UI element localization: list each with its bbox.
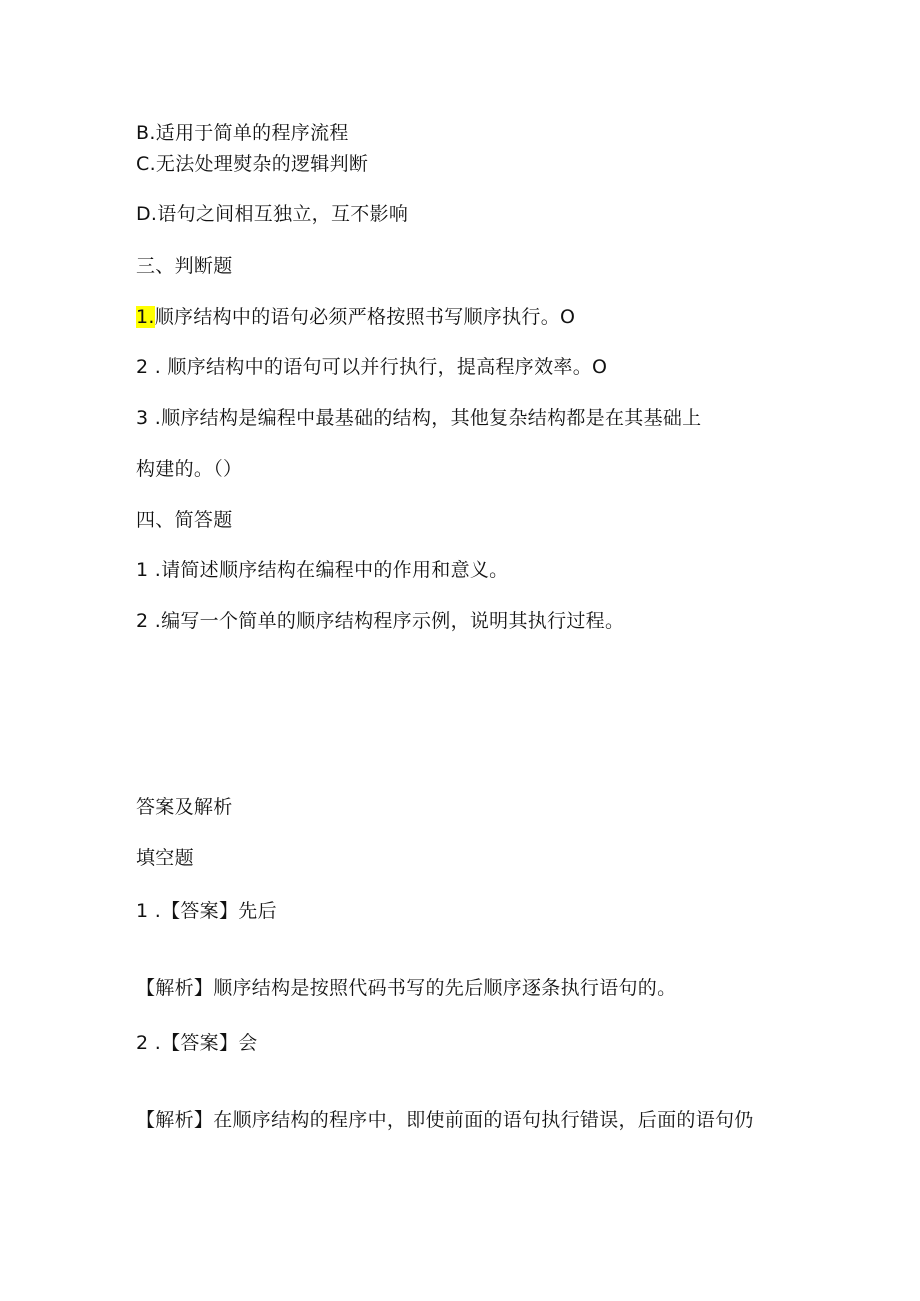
true-false-question-2: 2 . 顺序结构中的语句可以并行执行，提高程序效率。O <box>136 356 608 378</box>
answer-1-explanation: 【解析】顺序结构是按照代码书写的先后顺序逐条执行语句的。 <box>136 977 677 999</box>
option-c: C.无法处理熨杂的逻辑判断 <box>136 153 369 175</box>
option-b: B.适用于简单的程序流程 <box>136 122 349 144</box>
section-heading-short-answer: 四、简答题 <box>136 509 233 531</box>
true-false-question-3-line-2: 构建的。（） <box>136 458 243 480</box>
true-false-question-1 <box>136 304 575 330</box>
answer-1: 1 .【答案】先后 <box>136 900 277 922</box>
short-answer-question-2: 2 .编写一个简单的顺序结构程序示例，说明其执行过程。 <box>136 610 625 632</box>
true-false-question-3-line-1: 3 .顺序结构是编程中最基础的结构，其他复杂结构都是在其基础上 <box>136 407 702 429</box>
section-heading-true-false: 三、判断题 <box>136 255 233 277</box>
highlighted-number: 1. <box>136 306 155 328</box>
answer-2: 2 .【答案】会 <box>136 1032 258 1054</box>
option-d: D.语句之间相互独立，互不影响 <box>136 203 409 225</box>
answer-2-explanation: 【解析】在顺序结构的程序中，即使前面的语句执行错误，后面的语句仍 <box>136 1109 754 1131</box>
short-answer-question-1: 1 .请简述顺序结构在编程中的作用和意义。 <box>136 559 509 581</box>
answers-heading: 答案及解析 <box>136 796 233 818</box>
fill-in-heading: 填空题 <box>136 847 194 869</box>
question-text: 顺序结构中的语句必须严格按照书写顺序执行。O <box>154 306 576 328</box>
